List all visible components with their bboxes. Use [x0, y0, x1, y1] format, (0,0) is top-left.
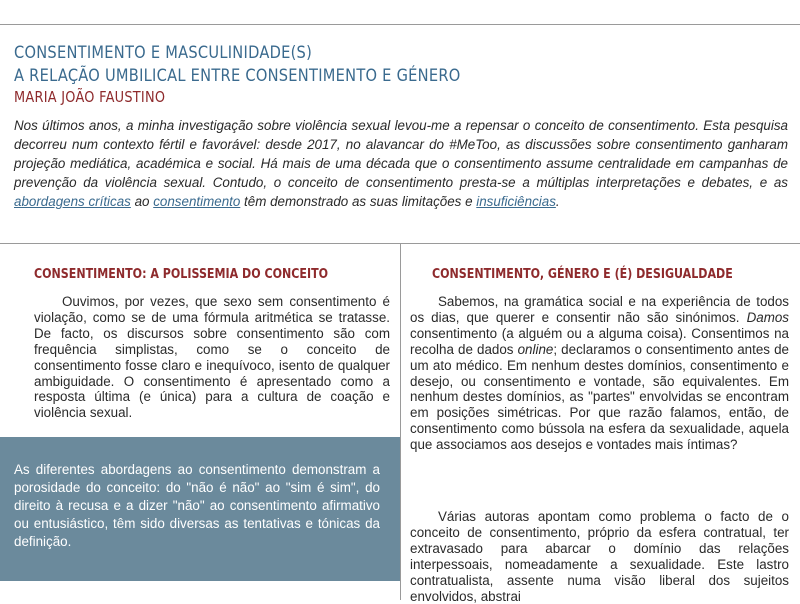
- left-column-heading: CONSENTIMENTO: A POLISSEMIA DO CONCEITO: [34, 266, 329, 282]
- column-divider: [400, 243, 401, 600]
- link-consentimento[interactable]: consentimento: [153, 194, 241, 209]
- article-title-line-1: CONSENTIMENTO E MASCULINIDADE(S): [14, 43, 313, 63]
- pull-quote-text: As diferentes abordagens ao consentimento demonstram a porosidade do conceito: do "não é não" ao "sim é sim", do direito à recusa e a dizer "não" ao consentimento afirmativo ou entusiástico, têm sido diversas as tentativas e tónicas da definição.: [14, 462, 380, 549]
- intro-text-2: ao: [130, 194, 154, 209]
- pull-quote-box: [0, 437, 400, 581]
- intro-text-4: .: [555, 194, 560, 209]
- right-column-heading: CONSENTIMENTO, GÉNERO E (É) DESIGUALDADE: [432, 266, 733, 282]
- intro-text-3: têm demonstrado as suas limitações e: [240, 194, 477, 209]
- article-author: MARIA JOÃO FAUSTINO: [14, 88, 166, 106]
- article-header: [14, 42, 788, 107]
- top-divider: [0, 24, 800, 25]
- link-abordagens-criticas[interactable]: abordagens críticas: [14, 194, 131, 209]
- link-insuficiencias[interactable]: insuficiências: [476, 194, 556, 209]
- intro-paragraph: [14, 116, 788, 211]
- right-column-paragraph-1: [410, 294, 789, 453]
- right-p1-emphasis-online: online: [517, 341, 554, 357]
- right-column-paragraph-2: Várias autoras apontam como problema o facto de o conceito de consentimento, próprio da esfera contratual, ter extravasado para abarcar o domínio das relações interpessoais, nomeadamente a sexualidade. Este lastro contratualista, assente numa visão liberal dos sujeitos envolvidos, abstrai: [410, 509, 789, 604]
- right-p1-text-b: consentimento (a alguém ou a alguma coisa). Consentimos na recolha de dados: [410, 325, 789, 357]
- article-title-line-2: A RELAÇÃO UMBILICAL ENTRE CONSENTIMENTO E GÉNERO: [14, 66, 461, 86]
- right-p1-text-a: Sabemos, na gramática social e na experiência de todos os dias, que querer e consentir não são sinónimos.: [410, 294, 789, 325]
- intro-text-1: Nos últimos anos, a minha investigação sobre violência sexual levou-me a repensar o conceito de consentimento. Esta pesquisa decorreu num contexto fértil e favorável: desde 2017, no alavancar do #MeToo, as discussões sobre consentimento ganharam projeção mediática, académica e social. Há mais de uma década que o consentimento assume centralidade em campanhas de prevenção da violência sexual. Contudo, o conceito de consentimento presta-se a múltiplas interpretações e debates, e as: [14, 118, 788, 190]
- left-column-paragraph: Ouvimos, por vezes, que sexo sem consentimento é violação, como se de uma fórmula aritmética se tratasse. De facto, os discursos sobre consentimento são com frequência simplistas, como se o conceito de consentimento fosse claro e inequívoco, isento de qualquer ambiguidade. O consentimento é apresentado como a resposta última (e única) para a cultura de coação e violência sexual.: [34, 294, 390, 421]
- right-p1-text-c: ; declaramos o consentimento antes de um ato médico. Em nenhum destes domínios, consentimento e desejo, ou consentimento e vontade, são equivalentes. Em nenhum destes domínios, as "partes" envolvidas se encontram em posições simétricas. Por que razão falamos, então, de consentimento como bússola na esfera da sexualidade, aquela que associamos aos desejos e vontades mais íntimas?: [410, 341, 789, 453]
- right-p1-emphasis-damos: Damos: [746, 309, 789, 325]
